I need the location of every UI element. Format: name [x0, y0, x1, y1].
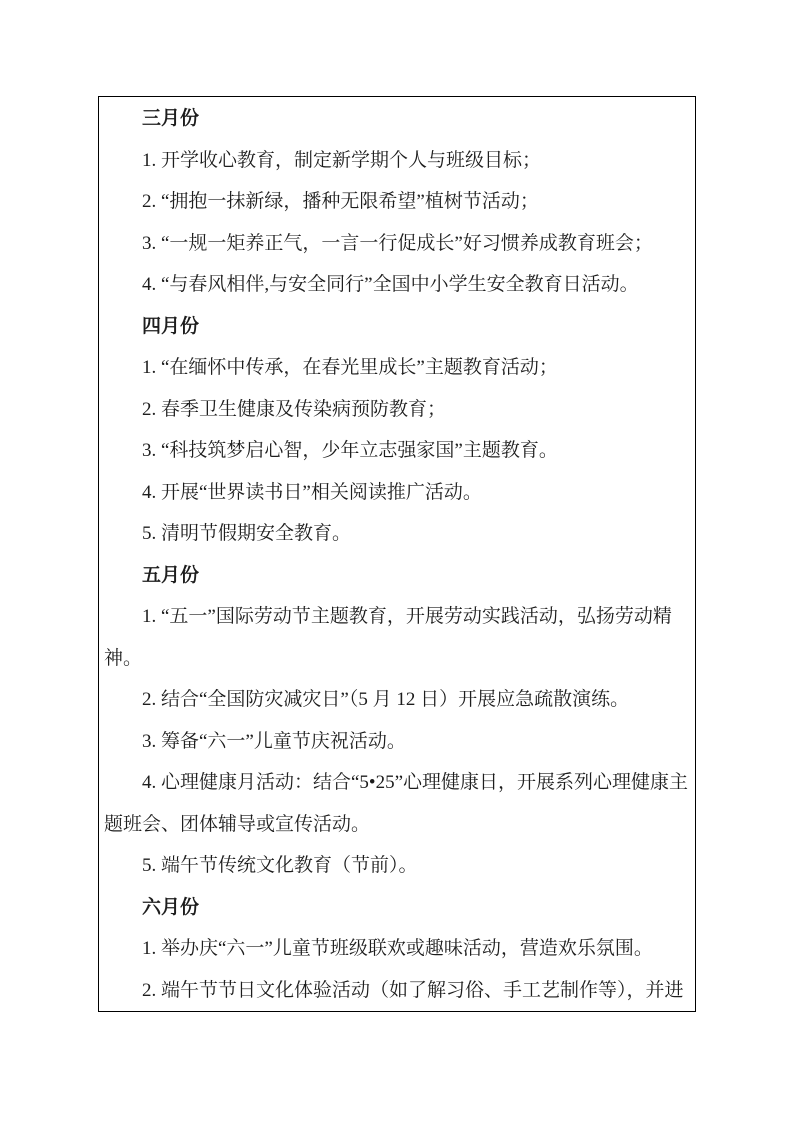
plan-item-may-4: 4. 心理健康月活动：结合“5•25”心理健康日，开展系列心理健康主题班会、团体辅导或宣传活动。: [104, 772, 689, 835]
plan-item-april-3: 3. “科技筑梦启心智，少年立志强家国”主题教育。: [142, 440, 558, 461]
month-heading-march: 三月份: [142, 108, 200, 129]
plan-item-april-5: 5. 清明节假期安全教育。: [142, 523, 352, 544]
plan-item-may-2: 2. 结合“全国防灾减灾日”（5 月 12 日）开展应急疏散演练。: [142, 689, 630, 710]
plan-item-march-2: 2. “拥抱一抹新绿，播种无限希望”植树节活动；: [142, 191, 539, 212]
plan-item-march-3: 3. “一规一矩养正气，一言一行促成长”好习惯养成教育班会；: [142, 232, 653, 254]
plan-item-march-4: 4. “与春风相伴,与安全同行”全国中小学生安全教育日活动。: [142, 274, 639, 295]
plan-item-may-3: 3. 筹备“六一”儿童节庆祝活动。: [142, 730, 406, 752]
plan-item-june-1: 1. 举办庆“六一”儿童节班级联欢或趣味活动，营造欢乐氛围。: [142, 938, 653, 959]
month-heading-april: 四月份: [142, 315, 200, 337]
plan-item-april-1: 1. “在缅怀中传承，在春光里成长”主题教育活动；: [142, 357, 558, 378]
plan-item-june-2: 2. 端午节节日文化体验活动（如了解习俗、手工艺制作等），并进: [142, 979, 684, 1001]
plan-item-april-4: 4. 开展“世界读书日”相关阅读推广活动。: [142, 481, 482, 503]
month-heading-june: 六月份: [142, 896, 200, 918]
plan-item-april-2: 2. 春季卫生健康及传染病预防教育；: [142, 398, 447, 420]
table-cell-monthly-plan[interactable]: [98, 96, 696, 1012]
plan-item-march-1: 1. 开学收心教育，制定新学期个人与班级目标；: [142, 149, 542, 171]
plan-item-may-5: 5. 端午节传统文化教育（节前）。: [142, 855, 418, 876]
plan-item-may-1: 1. “五一”国际劳动节主题教育，开展劳动实践活动，弘扬劳动精神。: [104, 606, 672, 669]
month-heading-may: 五月份: [142, 564, 200, 586]
